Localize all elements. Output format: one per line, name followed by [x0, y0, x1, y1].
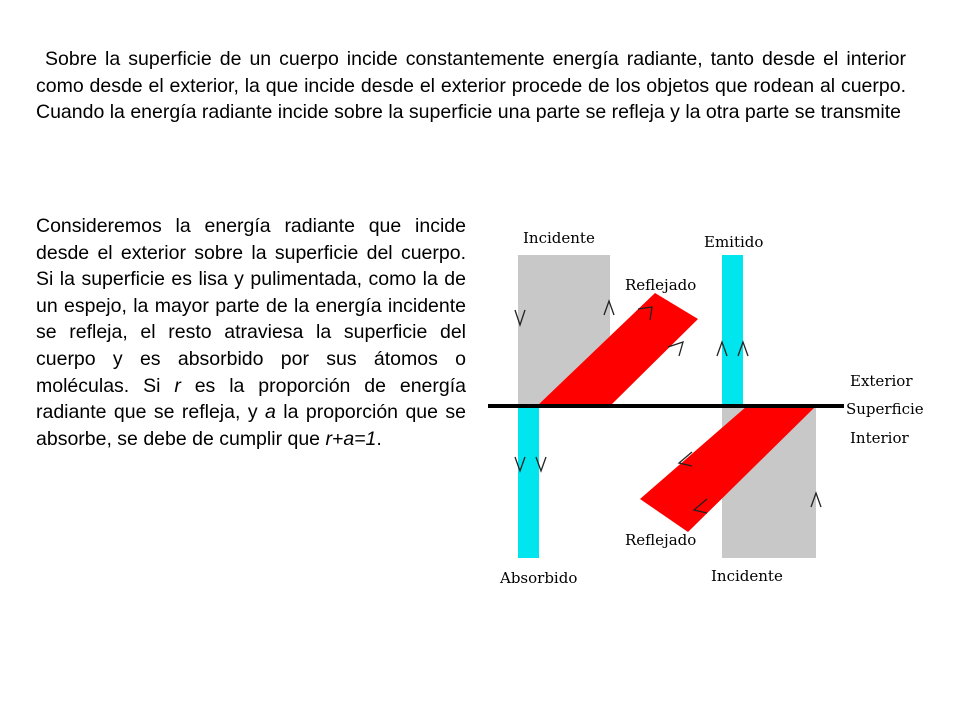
- label-absorbido: Absorbido: [500, 569, 578, 587]
- variable-a: a: [265, 401, 276, 424]
- variable-r: r: [174, 374, 181, 397]
- label-incidente-bottom: Incidente: [711, 567, 783, 585]
- label-reflejado-bottom: Reflejado: [625, 531, 697, 549]
- explanation-text-4: .: [376, 427, 382, 450]
- label-incidente-top: Incidente: [523, 229, 595, 247]
- label-reflejado-top: Reflejado: [625, 276, 697, 294]
- explanation-text-1: Consideremos la energía radiante que incide desde el exterior sobre la superficie del cuerpo. Si la superficie es lisa y pulimentada, como la de un espejo, la mayor parte de la energía incidente se refleja, el resto atraviesa la superficie del cuerpo y es absorbido por sus átomos o moléculas. Si: [36, 215, 466, 397]
- label-exterior: Exterior: [850, 372, 913, 390]
- transmitted-beam-absorbed: [518, 406, 539, 558]
- explanation-text-3: la proporción que se absorbe, se debe de cumplir que: [36, 401, 466, 450]
- label-interior: Interior: [850, 429, 909, 447]
- label-emitido: Emitido: [704, 233, 764, 251]
- radiation-surface-diagram: [480, 215, 940, 595]
- intro-paragraph: Sobre la superficie de un cuerpo incide constantemente energía radiante, tanto desde el interior como desde el exterior, la que incide desde el exterior procede de los objetos que rodean al cuerpo. Cuando la energía radiante incide sobre la superficie una parte se refleja y la otra parte se transmite: [36, 48, 906, 123]
- label-superficie: Superficie: [846, 400, 924, 418]
- explanation-text-2: es la proporción de energía radiante que se refleja, y: [36, 374, 466, 424]
- equation: r+a=1: [325, 427, 377, 450]
- emitted-beam: [722, 255, 743, 406]
- explanation-paragraph: [36, 213, 466, 452]
